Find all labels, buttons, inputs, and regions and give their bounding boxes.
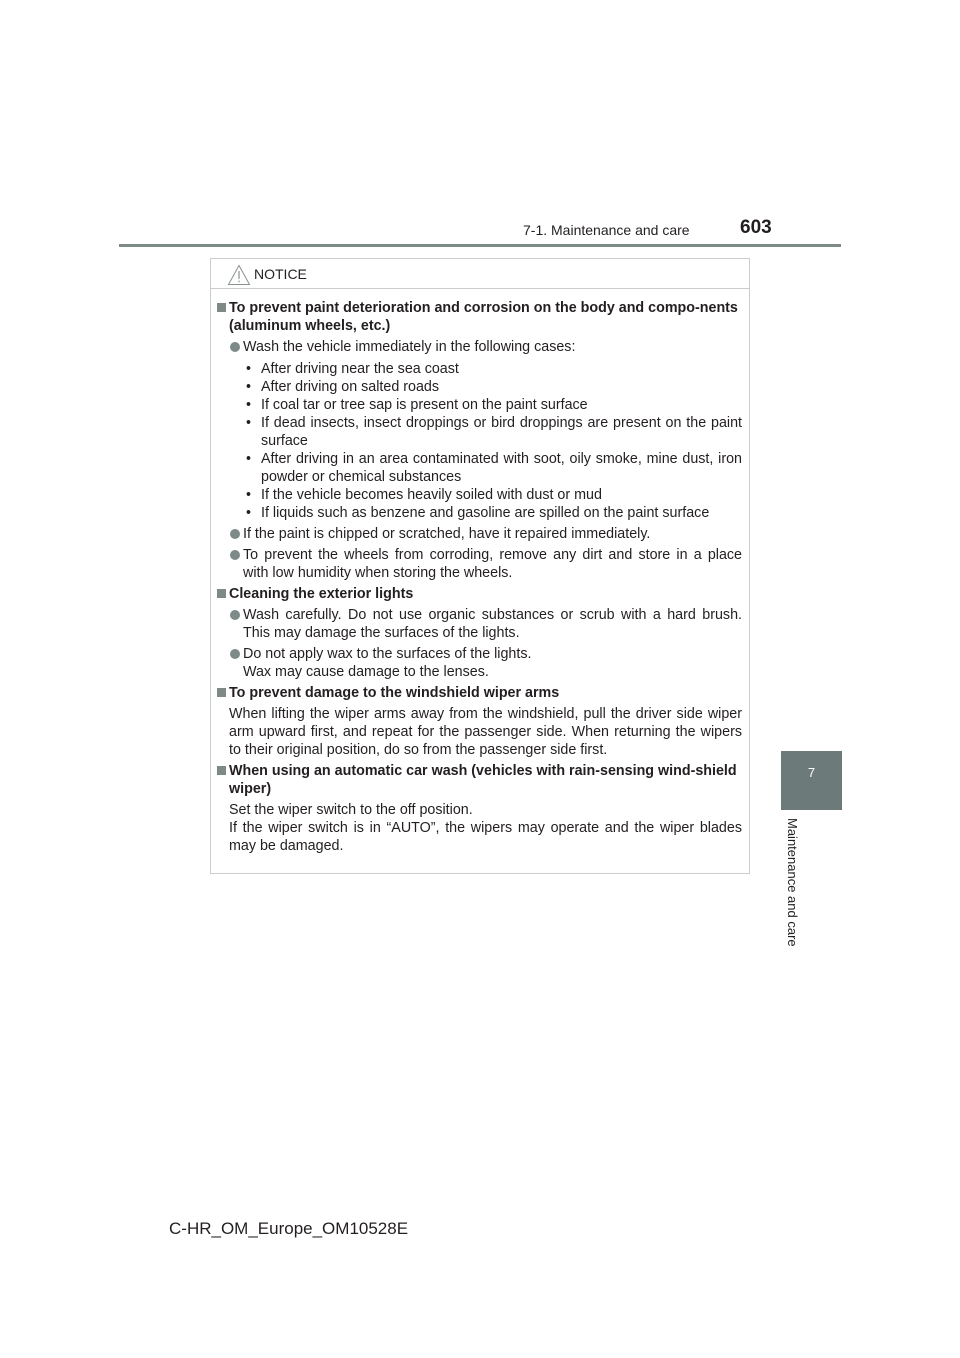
bullet-mark-icon: • (246, 505, 252, 521)
bullet-mark-icon: • (246, 415, 252, 431)
sub-bullet (216, 396, 742, 414)
section-heading (216, 585, 742, 603)
sub-bullet (216, 486, 742, 504)
section-paragraph-line: If the wiper switch is in “AUTO”, the wipers may operate and the wiper blades may be damaged. (229, 820, 742, 854)
sub-bullet-text: After driving on salted roads (261, 379, 440, 395)
bullet-mark-icon: • (246, 487, 252, 503)
list-item-text: To prevent the wheels from corroding, remove any dirt and store in a place with low humidity when storing the wheels. (243, 547, 742, 581)
list-item (216, 645, 742, 681)
warning-icon (227, 264, 251, 286)
square-bullet-icon (217, 589, 226, 598)
notice-box (210, 258, 750, 874)
list-item (216, 546, 742, 582)
section-heading-text: When using an automatic car wash (vehicles with rain-sensing wind-shield wiper) (229, 763, 737, 797)
sub-bullet (216, 450, 742, 486)
section-heading-text: To prevent damage to the windshield wiper arms (229, 685, 560, 701)
footer-doc-id: C-HR_OM_Europe_OM10528E (169, 1219, 409, 1238)
section-paragraph (216, 801, 742, 855)
list-item (216, 606, 742, 642)
square-bullet-icon (217, 766, 226, 775)
list-item-text: Wash carefully. Do not use organic substances or scrub with a hard brush. This may damage the surfaces of the lights. (243, 607, 742, 641)
chapter-number: 7 (807, 765, 816, 780)
list-item-text: Do not apply wax to the surfaces of the lights. (243, 646, 532, 662)
circle-bullet-icon (230, 550, 240, 560)
chapter-tab (781, 751, 842, 810)
sub-bullet (216, 414, 742, 450)
chapter-label: Maintenance and care (785, 818, 800, 947)
circle-bullet-icon (230, 342, 240, 352)
sub-bullet-text: If liquids such as benzene and gasoline are spilled on the paint surface (261, 505, 710, 521)
header-section-title: 7-1. Maintenance and care (523, 222, 690, 238)
notice-header (211, 259, 749, 289)
bullet-mark-icon: • (246, 361, 252, 377)
circle-bullet-icon (230, 610, 240, 620)
section-heading-text: Cleaning the exterior lights (229, 586, 414, 602)
bullet-mark-icon: • (246, 379, 252, 395)
list-item-text: If the paint is chipped or scratched, have it repaired immediately. (243, 526, 651, 542)
page-number: 603 (740, 217, 772, 238)
section-heading (216, 299, 742, 335)
sub-bullet (216, 504, 742, 522)
list-item (216, 525, 742, 543)
section-heading (216, 684, 742, 702)
notice-body (211, 289, 749, 855)
sub-bullet-text: If coal tar or tree sap is present on the paint surface (261, 397, 588, 413)
sub-bullet (216, 378, 742, 396)
header-rule (119, 244, 841, 247)
sub-bullet-text: After driving near the sea coast (261, 361, 459, 377)
sub-bullet-text: After driving in an area contaminated with soot, oily smoke, mine dust, iron powder or chemical substances (261, 451, 742, 485)
bullet-mark-icon: • (246, 451, 252, 467)
section-paragraph: When lifting the wiper arms away from the windshield, pull the driver side wiper arm upward first, and repeat for the passenger side. When returning the wipers to their original position, do so from the passenger side first. (229, 706, 742, 758)
section-paragraph-line: Set the wiper switch to the off position. (229, 802, 473, 818)
circle-bullet-icon (230, 529, 240, 539)
list-item (216, 338, 742, 356)
sub-bullet-text: If the vehicle becomes heavily soiled with dust or mud (261, 487, 602, 503)
section-heading-text: To prevent paint deterioration and corrosion on the body and compo-nents (aluminum wheels, etc.) (229, 300, 738, 334)
bullet-mark-icon: • (246, 397, 252, 413)
section-heading (216, 762, 742, 798)
sub-bullet-list (216, 360, 742, 522)
sub-bullet (216, 360, 742, 378)
circle-bullet-icon (230, 649, 240, 659)
notice-title: NOTICE (254, 265, 307, 282)
square-bullet-icon (217, 303, 226, 312)
list-item-text-continued: Wax may cause damage to the lenses. (243, 664, 489, 680)
list-item-text: Wash the vehicle immediately in the following cases: (243, 339, 576, 355)
sub-bullet-text: If dead insects, insect droppings or bird droppings are present on the paint surface (261, 415, 742, 449)
square-bullet-icon (217, 688, 226, 697)
